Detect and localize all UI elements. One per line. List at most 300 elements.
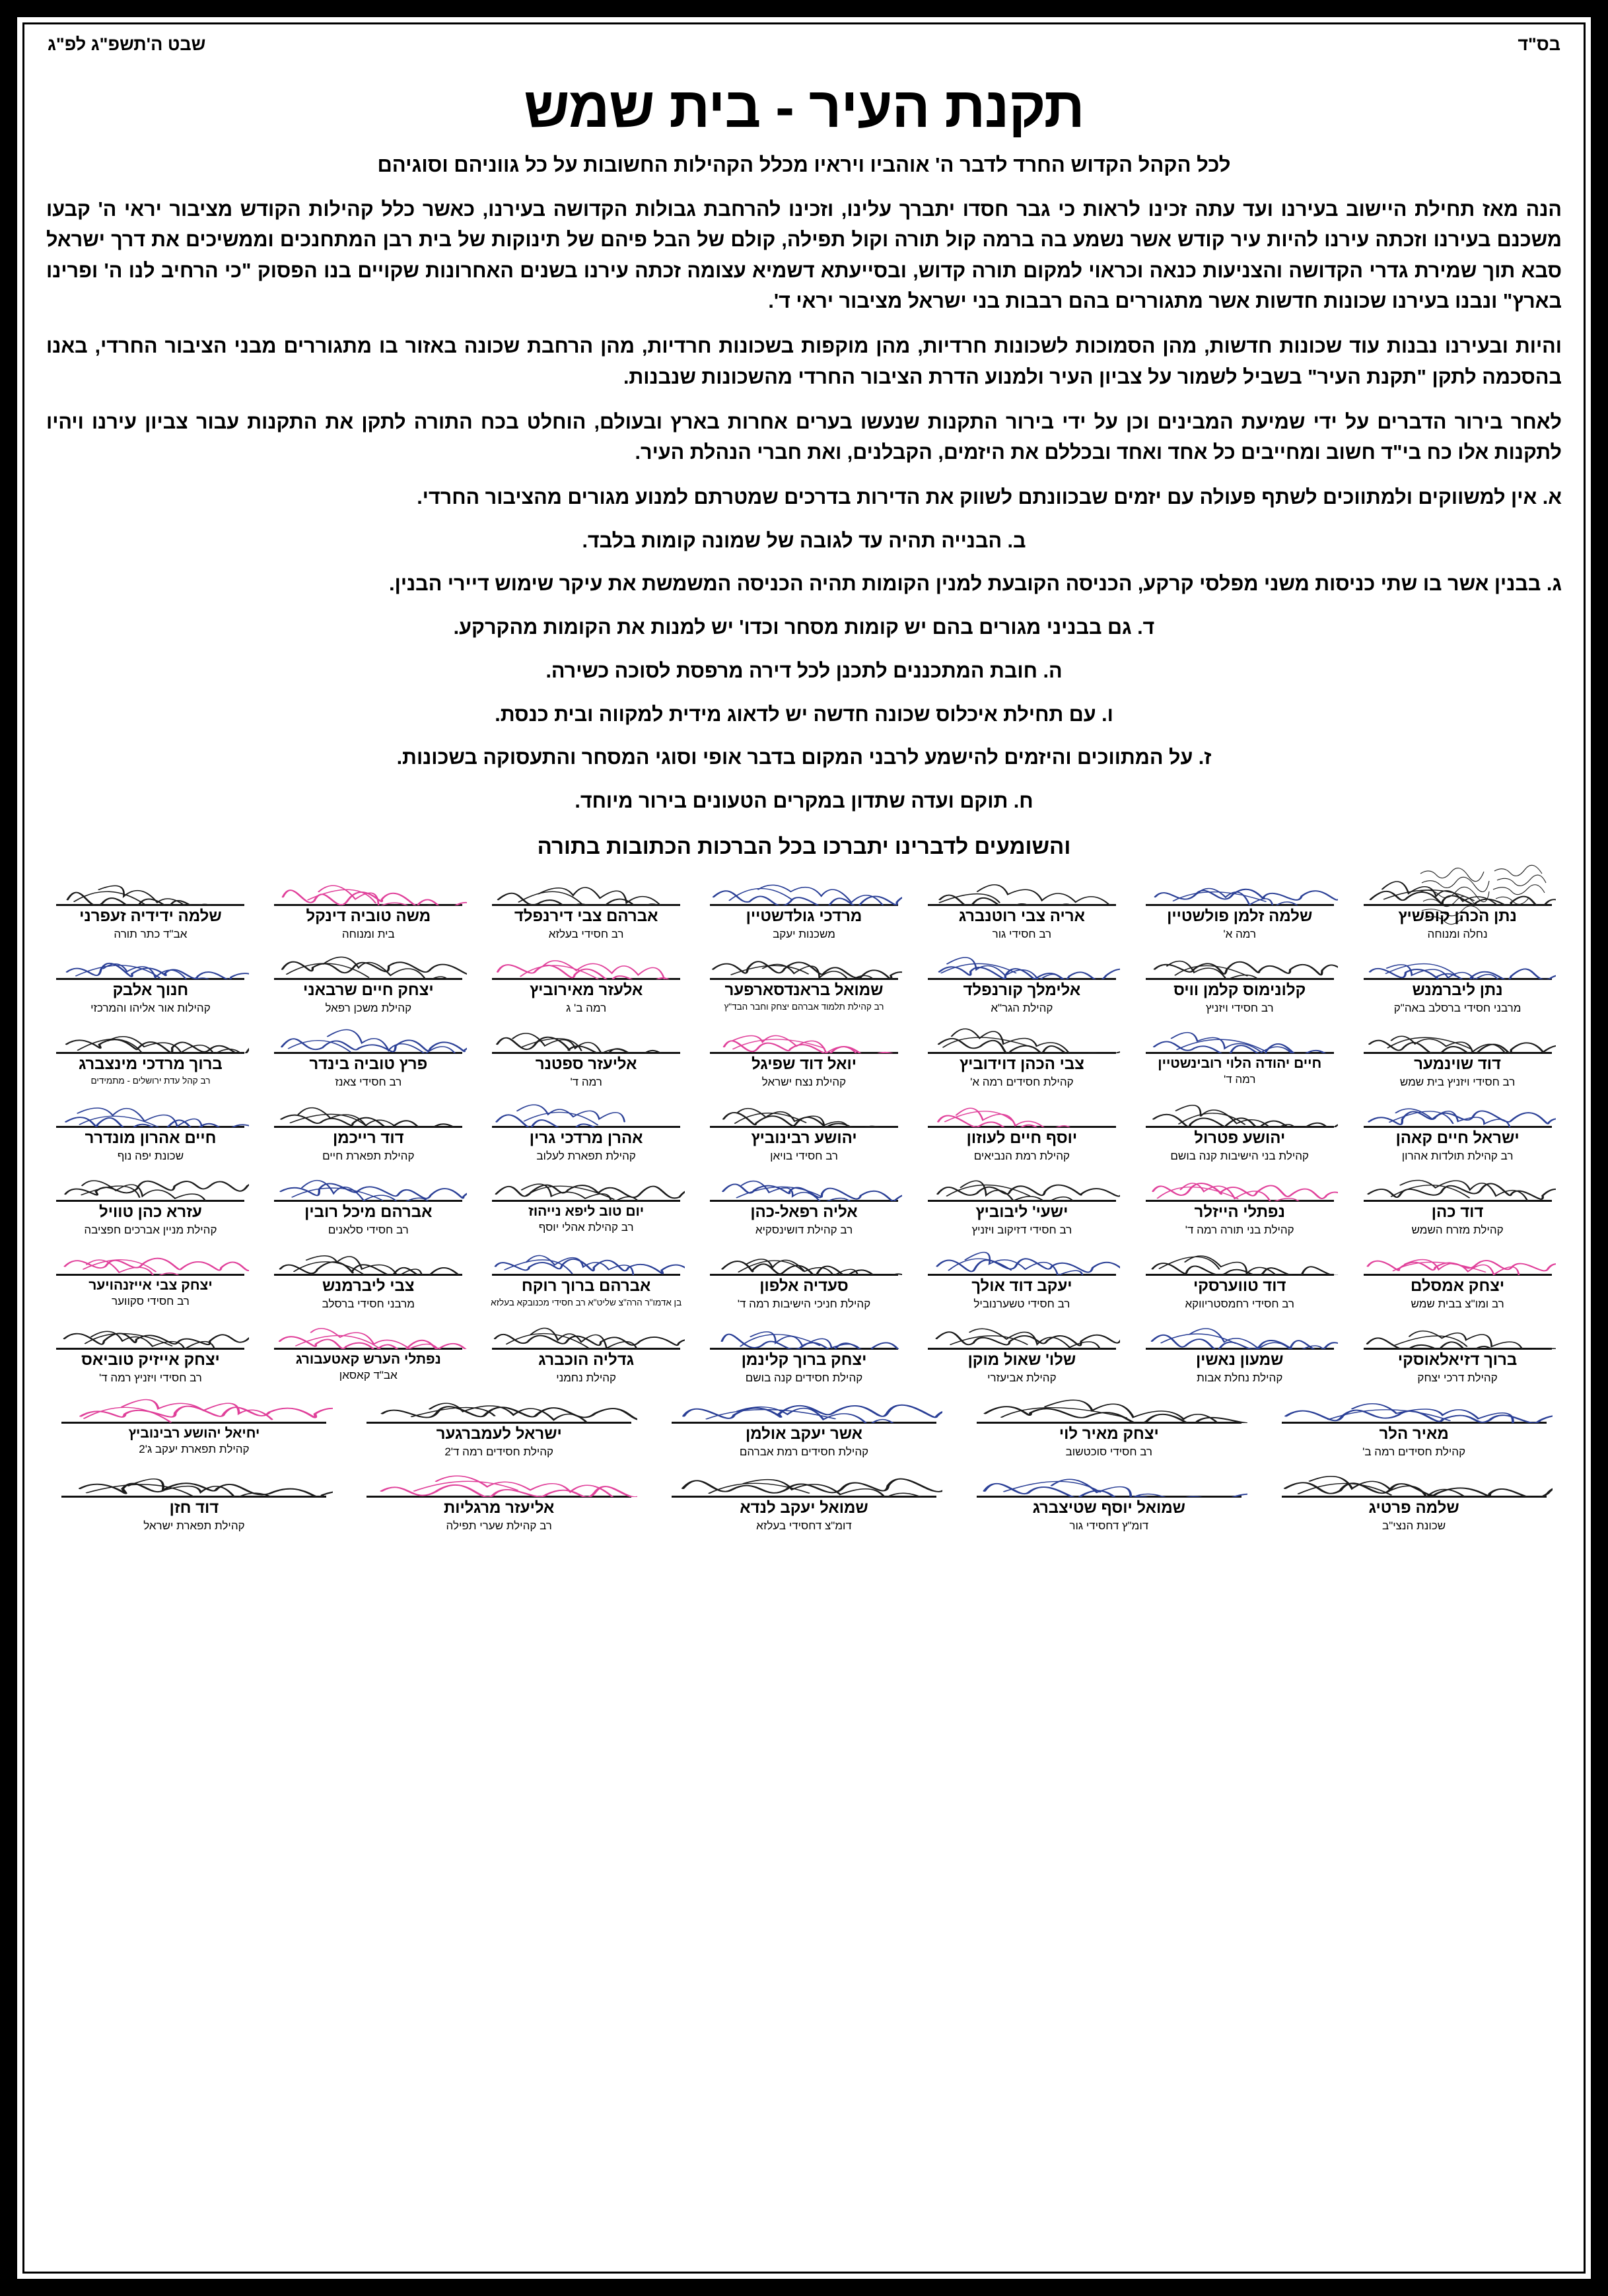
handwritten-signature-icon: [270, 1312, 467, 1349]
signatory-title: שכונת הנצי"ב: [1382, 1519, 1446, 1532]
takana-clause-list: [46, 483, 1562, 817]
handwritten-signature-icon: [488, 1164, 685, 1201]
signature-rule: [977, 1496, 1241, 1498]
signatory-name: חנוך אלבק: [112, 981, 189, 999]
signature-rule: [56, 1274, 244, 1276]
signatory-name: שמעון נאשין: [1195, 1350, 1284, 1369]
signature-rule: [492, 1052, 680, 1054]
signature-rule: [1146, 1200, 1334, 1202]
signatory-title: קהילת משכן רפאל: [325, 1001, 412, 1014]
handwritten-signature-icon: [1359, 1090, 1556, 1127]
signatory-title: רב קהילת שערי תפילה: [446, 1519, 552, 1532]
signatory-title: אב"ד כתר תורה: [114, 927, 188, 940]
handwritten-signature-icon: [1141, 942, 1338, 979]
signature-cell: [915, 942, 1129, 1016]
signatory-name: שמואל יעקב לנדא: [740, 1498, 868, 1517]
signature-cell: [1263, 1460, 1564, 1534]
signature-rule: [928, 1052, 1116, 1054]
handwritten-signature-icon: [52, 1016, 249, 1053]
signatory-title: מרבני חסידי ברסלב: [322, 1297, 415, 1310]
signature-rule: [61, 1496, 326, 1498]
handwritten-signature-icon: [1275, 1460, 1552, 1497]
signatory-title: דומ"ץ דחסידי גור: [1069, 1519, 1149, 1532]
signatory-name: אליה רפאל-כהן: [750, 1202, 858, 1221]
signature-cell: [44, 868, 258, 942]
handwritten-signature-icon: [706, 1238, 903, 1275]
bsd-label: בס"ד: [1518, 34, 1560, 54]
handwritten-signature-icon: [706, 1016, 903, 1053]
signature-cell: [1133, 942, 1346, 1016]
signatory-name: יצחק מאיר לוי: [1059, 1424, 1159, 1443]
signature-rule: [1282, 1496, 1547, 1498]
handwritten-signature-icon: [361, 1386, 637, 1423]
signatory-name: שמואל בראנדסארפער: [724, 981, 884, 999]
signatory-name: אליעזר ספטנר: [535, 1055, 637, 1073]
signature-cell: [697, 1164, 911, 1238]
signature-cell: [958, 1460, 1259, 1534]
handwritten-signature-icon: [1359, 1312, 1556, 1349]
signatory-name: שלמה זלמן פולשטיין: [1167, 907, 1313, 925]
signature-rule: [710, 1200, 898, 1202]
signature-cell: [44, 1386, 345, 1460]
signature-cell: [262, 868, 475, 942]
signatory-name: ישראל לעמברגער: [436, 1424, 562, 1443]
signatory-name: מאיר הלר: [1379, 1424, 1449, 1443]
handwritten-signature-icon: [666, 1386, 942, 1423]
handwritten-signature-icon: [923, 1312, 1120, 1349]
signature-rule: [928, 978, 1116, 980]
signatory-name: אלימלך קורנפלד: [963, 981, 1081, 999]
signature-row: [44, 1460, 1564, 1534]
signatory-name: נתן הכהן קופשיץ: [1398, 907, 1517, 925]
signature-rule: [1364, 1052, 1552, 1054]
signatory-title: רב קהילת דושינסקיא: [755, 1223, 853, 1236]
handwritten-signature-icon: [270, 1238, 467, 1275]
signature-rule: [492, 978, 680, 980]
handwritten-signature-icon: [971, 1386, 1247, 1423]
signature-cell: [958, 1386, 1259, 1460]
signatory-title: רמה ד': [1224, 1073, 1256, 1086]
signatory-title: קהילות אור אליהו והמרכזי: [90, 1001, 211, 1014]
signatory-title: רב חסידי סקווער: [112, 1295, 190, 1308]
signature-rule: [1364, 1348, 1552, 1350]
signature-rule: [672, 1496, 936, 1498]
signature-cell: [1350, 1238, 1564, 1312]
signatory-name: ישעי' ליבוביץ: [975, 1202, 1068, 1221]
signature-cell: [1350, 1164, 1564, 1238]
signature-cell: [915, 1312, 1129, 1386]
handwritten-signature-icon: [270, 868, 467, 905]
signature-row: [44, 1238, 1564, 1312]
signature-rule: [274, 1126, 462, 1128]
signature-row: [44, 1164, 1564, 1238]
handwritten-signature-icon: [923, 1090, 1120, 1127]
signatory-name: יצחק חיים שרבאני: [303, 981, 434, 999]
signature-rule: [928, 904, 1116, 906]
signatory-title: קהילת תפארת לעלוב: [536, 1149, 636, 1162]
signatory-name: דוד טווערסקי: [1193, 1276, 1286, 1295]
handwritten-signature-icon: [270, 1016, 467, 1053]
signature-cell: [1350, 868, 1564, 942]
signatory-name: ברוך מרדכי מינצברג: [79, 1055, 223, 1073]
signature-rule: [1146, 1274, 1334, 1276]
signatory-title: קהילת חסידים רמה א': [970, 1075, 1074, 1088]
signatory-name: דוד שוינמער: [1414, 1055, 1501, 1073]
signature-cell: [1133, 1312, 1346, 1386]
signature-cell: [44, 1016, 258, 1090]
clause-dalet: ד. גם בבניני מגורים בהם יש קומות מסחר וכדו' יש למנות את הקומות מהקרקע.: [453, 616, 1155, 639]
signature-rule: [492, 1274, 680, 1276]
signature-cell: [1350, 1016, 1564, 1090]
handwritten-signature-icon: [923, 868, 1120, 905]
handwritten-signature-icon: [1141, 1312, 1338, 1349]
signatory-title: רב קהילת תולדות אהרון: [1401, 1149, 1514, 1162]
signature-rule: [710, 1274, 898, 1276]
signatory-name: חיים יהודה הלוי רובינשטיין: [1158, 1055, 1322, 1071]
signature-cell: [697, 868, 911, 942]
signatory-name: יצחק אייזיק טוביאס: [81, 1350, 220, 1369]
signatory-name: אשר יעקב אולמן: [745, 1424, 863, 1443]
signature-cell: [697, 1312, 911, 1386]
signature-row: [44, 868, 1564, 942]
signatory-name: משה טוביה דינקל: [306, 907, 431, 925]
signature-rule: [1282, 1422, 1547, 1424]
signatory-title: רב חסידי צאנז: [335, 1075, 402, 1088]
signature-cell: [1133, 1164, 1346, 1238]
signature-cell: [44, 1090, 258, 1164]
signature-rule: [1364, 1274, 1552, 1276]
signatory-name: יצחק ברוך קלינמן: [741, 1350, 867, 1369]
page-subtitle: לכל הקהל הקדוש החרד לדבר ה' אוהביו ויראיו מכלל הקהילות החשובות על כל גווניהם וסוגיהם: [377, 153, 1231, 176]
handwritten-signature-icon: [1141, 868, 1338, 905]
signatory-name: אריה צבי רוטנברג: [958, 907, 1085, 925]
handwritten-signature-icon: [52, 1090, 249, 1127]
signatory-name: שלמה ידידיה זעפרני: [79, 907, 222, 925]
signatory-title: רב חסידי גור: [992, 927, 1052, 940]
handwritten-signature-icon: [52, 1164, 249, 1201]
signatory-title: בן אדמו"ר הרה"צ שליט"א רב חסידי מכנובקא בעלזא: [491, 1297, 682, 1307]
signatory-title: קהילת נחמני: [556, 1371, 617, 1384]
signature-rule: [274, 978, 462, 980]
signature-rule: [928, 1274, 1116, 1276]
handwritten-signature-icon: [923, 1164, 1120, 1201]
signature-cell: [262, 1238, 475, 1312]
signatory-title: קהילת תפארת יעקב ג'2: [139, 1443, 250, 1456]
handwritten-signature-icon: [488, 1312, 685, 1349]
signature-cell: [479, 942, 693, 1016]
signature-rule: [274, 1200, 462, 1202]
signatory-title: קהילת הגר"א: [991, 1001, 1053, 1014]
handwritten-signature-icon: [706, 1090, 903, 1127]
handwritten-signature-icon: [270, 1090, 467, 1127]
signature-cell: [1133, 1016, 1346, 1090]
signatures-section: [41, 868, 1567, 1534]
clause-vav: ו. עם תחילת איכלוס שכונה חדשה יש לדאוג מידית למקווה ובית כנסת.: [495, 703, 1113, 726]
signatory-title: קהילת אביעזרי: [987, 1371, 1057, 1384]
signature-rule: [1146, 1126, 1334, 1128]
clause-hey: ה. חובת המתכננים לתכנן לכל דירה מרפסת לסוכה כשירה.: [545, 659, 1063, 682]
signatory-name: צבי ליברמנש: [322, 1276, 415, 1295]
handwritten-signature-icon: [1141, 1238, 1338, 1275]
signature-cell: [915, 1016, 1129, 1090]
signature-rule: [710, 1126, 898, 1128]
signature-cell: [262, 942, 475, 1016]
signatory-title: קהילת בני תורה רמה ד': [1185, 1223, 1294, 1236]
signatory-name: אלעזר מאירוביץ: [529, 981, 643, 999]
signatory-title: רב חסידי דזיקוב ויזניץ: [971, 1223, 1072, 1236]
signature-rule: [56, 978, 244, 980]
handwritten-signature-icon: [270, 1164, 467, 1201]
signature-cell: [915, 868, 1129, 942]
signature-cell: [44, 1238, 258, 1312]
signatory-title: רב קהל עדת ירושלים - מתמידים: [90, 1075, 211, 1086]
signature-rule: [492, 904, 680, 906]
signatory-name: ברוך דזיאלאוסקי: [1397, 1350, 1518, 1369]
clause-zayin: ז. על המתווכים והיזמים להישמע לרבני המקום בדבר אופי וסוגי המסחר והתעסוקה בשכונות.: [396, 746, 1212, 769]
signatory-title: קהילת מזרח השמש: [1411, 1223, 1504, 1236]
signatory-name: עזרא כהן טוויל: [99, 1202, 202, 1221]
signature-rule: [1146, 1052, 1334, 1054]
signatory-title: רב חסידי ויזניץ: [1205, 1001, 1274, 1014]
handwritten-signature-icon: [923, 942, 1120, 979]
clause-alef: א. אין למשווקים ולמתווכים לשתף פעולה עם יזמים שבכוונתם לשווק את הדירות בדרכים שמטרתם למנוע מגורים מהציבור החרדי.: [417, 485, 1562, 508]
signatory-name: ישראל חיים קאהן: [1395, 1129, 1520, 1147]
signatory-name: מרדכי גולדשטיין: [746, 907, 862, 925]
signatory-title: רמה ב' ג: [566, 1001, 607, 1014]
signature-row: [44, 1090, 1564, 1164]
signatory-title: דומ"צ דחסידי בעלזא: [756, 1519, 852, 1532]
signature-cell: [1350, 942, 1564, 1016]
signatory-name: יהושע פטרול: [1194, 1129, 1286, 1147]
document-header: [41, 33, 1567, 55]
signature-rule: [928, 1200, 1116, 1202]
signatory-title: רמה א': [1223, 927, 1257, 940]
signatory-name: אהרן מרדכי גרין: [529, 1129, 643, 1147]
handwritten-signature-icon: [55, 1386, 332, 1423]
signature-cell: [479, 1238, 693, 1312]
signature-cell: [262, 1016, 475, 1090]
signatory-name: דוד כהן: [1431, 1202, 1484, 1221]
handwritten-signature-icon: [923, 1238, 1120, 1275]
signatory-name: דוד חזן: [169, 1498, 219, 1517]
handwritten-signature-icon: [488, 1238, 685, 1275]
signature-rule: [56, 1052, 244, 1054]
signatory-title: קהילת חניכי הישיבות רמה ד': [737, 1297, 871, 1310]
signatory-name: יום טוב ליפא נייהוז: [528, 1203, 645, 1219]
signature-rule: [710, 904, 898, 906]
signature-row: [44, 1312, 1564, 1386]
handwritten-signature-icon: [488, 1016, 685, 1053]
handwritten-signature-icon: [1359, 942, 1556, 979]
signature-cell: [697, 1238, 911, 1312]
signature-rule: [492, 1348, 680, 1350]
handwritten-signature-icon: [706, 1164, 903, 1201]
paragraph-1: הנה מאז תחילת היישוב בעירנו ועד עתה זכינו לראות כי גבר חסדו יתברך עלינו, וזכינו להרחבת גבולות הקדושה בעירנו, כאשר כלל קהילות הקודש מציבור יראי ה' קבעו משכנם בעירנו וזכתה עירנו להיות עיר קודש אשר נשמע בה ברמה קול תורה וקול תפילה, קולם של הבל פיהם של תינוקות של בית רבן המתחנכים וממשיכים את דרך ישראל סבא תוך שמירת גדרי הקדושה והצניעות כנאה וכראוי למקום תורה קדוש, ובסייעתא דשמיא עצומה זכתה עירנו בשנים האחרונות שקויים בנו הפסוק "כי הרחיב לנו ה' ופרינו בארץ" ונבנו בעירנו שכונות חדשות אשר מתגוררים בהם רבבות בני ישראל מציבור יראי ד'.: [46, 197, 1562, 312]
handwritten-signature-icon: [1359, 1016, 1556, 1053]
signatory-title: קהילת נחלת אבות: [1197, 1371, 1283, 1384]
signature-cell: [1350, 1312, 1564, 1386]
signatory-title: קהילת חסידים רמת אברהם: [739, 1445, 869, 1458]
signatory-name: אליעזר מרגליות: [443, 1498, 555, 1517]
page-title: תקנת העיר - בית שמש: [524, 76, 1084, 139]
body-text: [41, 194, 1567, 859]
signatory-name: יעקב דוד אולך: [971, 1276, 1072, 1295]
hebrew-date-label: שבט ה'תשפ"ג לפ"ג: [48, 34, 206, 54]
closing-blessing: והשומעים לדברינו יתברכו בכל הברכות הכתובות בתורה: [537, 833, 1071, 858]
signature-rule: [977, 1422, 1241, 1424]
handwritten-signature-icon: [706, 1312, 903, 1349]
handwritten-signature-icon: [488, 868, 685, 905]
signature-cell: [262, 1090, 475, 1164]
signature-rule: [274, 1274, 462, 1276]
signature-rule: [1364, 1200, 1552, 1202]
signatory-title: נחלה ומנוחה: [1427, 927, 1488, 940]
signature-rule: [274, 904, 462, 906]
handwritten-signature-icon: [488, 1090, 685, 1127]
signatory-title: קהילת חסידים רמה ב': [1362, 1445, 1466, 1458]
clause-gimel: ג. בבנין אשר בו שתי כניסות משני מפלסי קרקע, הכניסה הקובעת למנין הקומות תהיה הכניסה המשמשת את עיקר שימוש דיירי הבנין.: [389, 573, 1562, 596]
handwritten-signature-icon: [52, 942, 249, 979]
signature-rule: [274, 1348, 462, 1350]
signature-rule: [56, 904, 244, 906]
handwritten-signature-icon: [488, 942, 685, 979]
signature-cell: [915, 1090, 1129, 1164]
signatory-name: פרץ טוביה בינדר: [309, 1055, 428, 1073]
handwritten-signature-icon: [270, 942, 467, 979]
signature-cell: [915, 1164, 1129, 1238]
handwritten-signature-icon: [361, 1460, 637, 1497]
signatory-title: מרבני חסידי ברסלב באה"ק: [1393, 1001, 1521, 1014]
signatory-title: רב חסידי סוכטשוב: [1065, 1445, 1152, 1458]
handwritten-signature-icon: [52, 1312, 249, 1349]
clause-chet: ח. תוקם ועדה שתדון במקרים הטעונים בירור מיוחד.: [575, 790, 1033, 812]
signatory-title: רב חסידי ויזניץ בית שמש: [1399, 1075, 1516, 1088]
signatory-title: רב ומו"צ בבית שמש: [1411, 1297, 1504, 1310]
signature-cell: [479, 868, 693, 942]
signatory-name: קלונימוס קלמן וויס: [1173, 981, 1306, 999]
signature-cell: [697, 1016, 911, 1090]
signatory-name: חיים אהרון מונדרר: [85, 1129, 217, 1147]
signatory-title: קהילת חסידים רמה ד'2: [444, 1445, 554, 1458]
signature-cell: [697, 1090, 911, 1164]
document-content: [41, 33, 1567, 2270]
signature-rule: [710, 1052, 898, 1054]
signature-cell: [479, 1016, 693, 1090]
signatory-name: יהושע רבינוביץ: [751, 1129, 857, 1147]
signatory-name: גדליה הוכברג: [538, 1350, 635, 1369]
handwritten-signature-icon: [52, 1238, 249, 1275]
signatory-title: בית ומנוחה: [341, 927, 395, 940]
signatory-name: דוד רייכמן: [332, 1129, 404, 1147]
signature-row: [44, 942, 1564, 1016]
signature-rule: [1146, 904, 1334, 906]
signatory-title: רב חסידי רחמסטריווקא: [1185, 1297, 1294, 1310]
signatory-title: רב קהילת תלמוד אברהם יצחק וחבר הבד"ץ: [724, 1001, 884, 1012]
handwritten-signature-icon: [1359, 868, 1556, 905]
clause-bet: ב. הבנייה תהיה עד לגובה של שמונה קומות בלבד.: [582, 529, 1026, 552]
signatory-title: קהילת דרכי יצחק: [1417, 1371, 1498, 1384]
signatory-name: נפתלי הערש קאטעבורג: [295, 1351, 441, 1367]
handwritten-signature-icon: [1141, 1164, 1338, 1201]
signature-cell: [44, 1312, 258, 1386]
signatory-title: רב חסידי בעלזא: [548, 927, 624, 940]
handwritten-signature-icon: [666, 1460, 942, 1497]
signatory-title: קהילת בני הישיבות קנה בושם: [1170, 1149, 1310, 1162]
signatory-title: קהילת נצח ישראל: [761, 1075, 847, 1088]
signature-rule: [1146, 1348, 1334, 1350]
handwritten-signature-icon: [923, 1016, 1120, 1053]
signatory-name: נפתלי הייזלר: [1194, 1202, 1285, 1221]
signatory-title: קהילת חסידים קנה בושם: [745, 1371, 863, 1384]
handwritten-signature-icon: [706, 868, 903, 905]
signatory-name: יצחק אמסלם: [1411, 1276, 1505, 1295]
handwritten-signature-icon: [1141, 1090, 1338, 1127]
signature-rule: [1146, 978, 1334, 980]
signature-cell: [1350, 1090, 1564, 1164]
signature-rule: [492, 1200, 680, 1202]
signature-cell: [262, 1164, 475, 1238]
handwritten-signature-icon: [706, 942, 903, 979]
signatory-name: אברהם ברוך רוקח: [521, 1276, 651, 1295]
signature-cell: [349, 1386, 650, 1460]
signature-cell: [44, 942, 258, 1016]
signatory-title: רב חסידי סלאנים: [328, 1223, 409, 1236]
signature-rule: [56, 1348, 244, 1350]
signature-rule: [928, 1348, 1116, 1350]
signatory-title: קהילת רמת הנביאים: [973, 1149, 1070, 1162]
signatory-name: שלמה פרטיג: [1368, 1498, 1459, 1517]
signatory-name: שלו' שאול מוקן: [967, 1350, 1076, 1369]
signature-rule: [710, 978, 898, 980]
signature-cell: [1133, 1090, 1346, 1164]
signature-cell: [479, 1164, 693, 1238]
signature-row: [44, 1386, 1564, 1460]
signature-cell: [44, 1460, 345, 1534]
signatory-name: יואל דוד שפיגל: [751, 1055, 857, 1073]
signature-cell: [479, 1090, 693, 1164]
signatory-title: שכונת יפה נוף: [117, 1149, 184, 1162]
signature-rule: [672, 1422, 936, 1424]
handwritten-signature-icon: [1359, 1164, 1556, 1201]
signature-cell: [654, 1460, 955, 1534]
signatory-title: רב חסידי ויזניץ רמה ד': [99, 1371, 202, 1384]
signatory-title: משכנות יעקב: [773, 927, 835, 940]
signatory-name: יחיאל יהושע רבינוביץ: [128, 1425, 260, 1441]
signatory-name: צבי הכהן דוידוביץ: [959, 1055, 1084, 1073]
signature-rule: [274, 1052, 462, 1054]
signature-rule: [56, 1126, 244, 1128]
signatory-title: קהילת תפארת חיים: [322, 1149, 415, 1162]
signature-cell: [697, 942, 911, 1016]
signature-cell: [1133, 1238, 1346, 1312]
handwritten-signature-icon: [55, 1460, 332, 1497]
handwritten-signature-icon: [971, 1460, 1247, 1497]
paragraph-3: לאחר בירור הדברים על ידי שמיעת המבינים וכן על ידי בירור התקנות שנעשו בערים אחרות בארץ ובעולם, הוחלט בכח התורה לתקן את התקנות עבור צביון עירנו ויהיו לתקנות אלו כח בי"ד חשוב ומחייבים כל אחד ואחד ובכללם את היזמים, הקבלנים, ואת חברי הנהלת העיר.: [46, 411, 1562, 464]
signatory-name: אברהם מיכל רובין: [304, 1202, 433, 1221]
signature-row: [44, 1016, 1564, 1090]
signature-rule: [61, 1422, 326, 1424]
signatory-name: שמואל יוסף שטיצברג: [1032, 1498, 1185, 1517]
signature-rule: [1364, 1126, 1552, 1128]
signature-rule: [1364, 978, 1552, 980]
signature-rule: [1364, 904, 1552, 906]
signatory-title: רב חסידי בויאן: [770, 1149, 838, 1162]
signature-cell: [44, 1164, 258, 1238]
paragraph-2: והיות ובעירנו נבנות עוד שכונות חדשות, מהן הסמוכות לשכונות חרדיות, מהן מוקפות בשכונות חרדיות, מהן הרחבת שכונה באזור בו מתגוררים מבני הציבור החרדי, באנו בהסכמה לתקן "תקנת העיר" בשביל לשמור על צביון העיר ולמנוע הדרת הציבור החרדי מהשכונות שנבנות.: [46, 335, 1562, 388]
signatory-title: אב"ד קאסאן: [339, 1369, 398, 1382]
signatory-name: אברהם צבי דירנפלד: [514, 907, 658, 925]
signatory-title: קהילת תפארת ישראל: [143, 1519, 245, 1532]
